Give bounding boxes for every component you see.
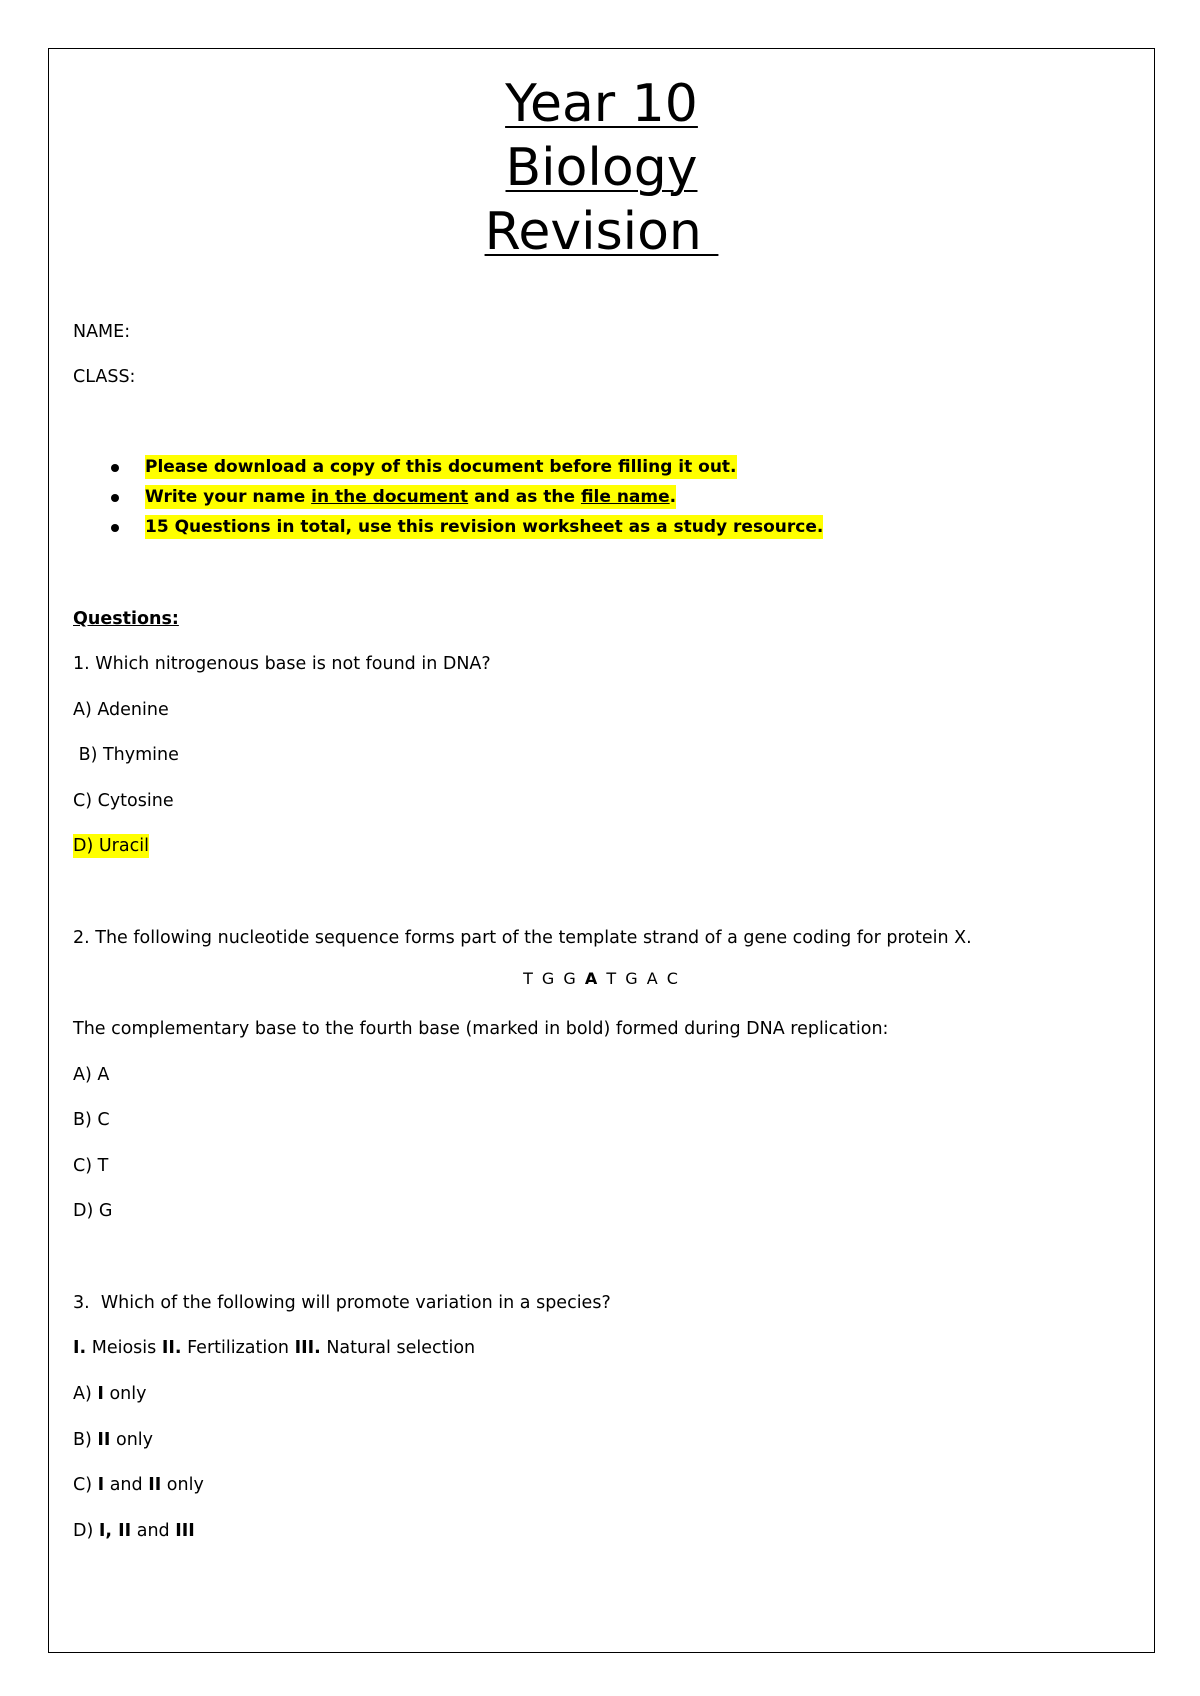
title-line-2: Biology [505,138,698,198]
bullet-icon [111,494,119,502]
instruction-text: Write your name in the document and as the file name. [145,487,677,507]
q1-option-c: C) Cytosine [73,791,174,811]
questions-heading: Questions: [73,609,179,629]
question-1-text: 1. Which nitrogenous base is not found in DNA? [73,654,491,674]
title-line-1: Year 10 [505,74,698,134]
question-3-text: 3. Which of the following will promote variation in a species? [73,1293,611,1313]
q3-option-d: D) I, II and III [73,1521,195,1541]
instruction-text: 15 Questions in total, use this revision worksheet as a study resource. [145,517,824,537]
bullet-icon [111,524,119,532]
q2-option-c: C) T [73,1156,109,1176]
q1-option-b: B) Thymine [73,745,179,765]
bullet-icon [111,464,119,472]
document-title [48,72,1155,264]
q3-option-b: B) II only [73,1430,154,1450]
nucleotide-sequence: T G G A T G A C [523,969,680,988]
q2-option-b: B) C [73,1110,110,1130]
q2-option-a: A) A [73,1065,110,1085]
question-2-prompt: The complementary base to the fourth base (marked in bold) formed during DNA replication: [73,1019,889,1039]
class-label: CLASS: [73,367,136,387]
q1-option-d-highlighted: D) Uracil [73,836,149,856]
page-border [48,48,1155,1653]
q2-option-d: D) G [73,1201,113,1221]
q3-option-a: A) I only [73,1384,147,1404]
title-line-3: Revision [484,202,719,262]
question-2-text: 2. The following nucleotide sequence forms part of the template strand of a gene coding for protein X. [73,928,972,948]
q1-option-a: A) Adenine [73,700,169,720]
question-3-statements: I. Meiosis II. Fertilization III. Natural selection [73,1338,476,1358]
q3-option-c: C) I and II only [73,1475,204,1495]
instruction-text: Please download a copy of this document before filling it out. [145,457,737,477]
name-label: NAME: [73,322,131,342]
